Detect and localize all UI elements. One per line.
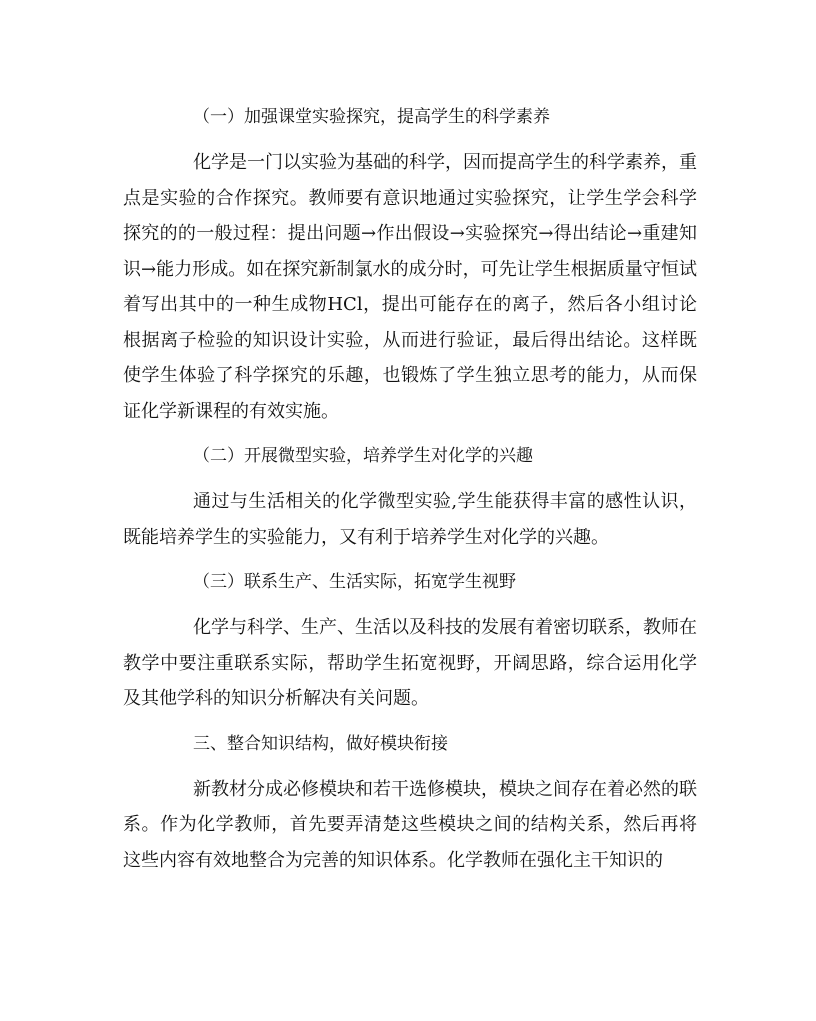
paragraph-2: 通过与生活相关的化学微型实验,学生能获得丰富的感性认识，既能培养学生的实验能力，又有利于培养学生对化学的兴趣。 [123, 491, 697, 548]
paragraph-1: 化学是一门以实验为基础的科学，因而提高学生的科学素养，重点是实验的合作探究。教师要有意识地通过实验探究，让学生学会科学探究的的一般过程：提出问题→作出假设→实验探究→得出结论→重建知识→能力形成。如在探究新制氯水的成分时，可先让学生根据质量守恒试着写出其中的一种生成物HCl，提出可能存在的离子，然后各小组讨论根据离子检验的知识设计实验，从而进行验证，最后得出结论。这样既使学生体验了科学探究的乐趣，也锻炼了学生独立思考的能力，从而保证化学新课程的有效实施。 [123, 152, 697, 422]
section-heading-3: （三）联系生产、生活实际，拓宽学生视野 [193, 572, 516, 592]
section-heading-1: （一）加强课堂实验探究，提高学生的科学素养 [193, 107, 550, 127]
paragraph-4: 新教材分成必修模块和若干选修模块，模块之间存在着必然的联系。作为化学教师，首先要弄清楚这些模块之间的结构关系，然后再将这些内容有效地整合为完善的知识体系。化学教师在强化主干知识的 [123, 778, 697, 871]
section-heading-2: （二）开展微型实验，培养学生对化学的兴趣 [193, 446, 533, 466]
paragraph-3: 化学与科学、生产、生活以及科技的发展有着密切联系，教师在教学中要注重联系实际，帮助学生拓宽视野，开阔思路，综合运用化学及其他学科的知识分析解决有关问题。 [123, 617, 697, 709]
document-body [123, 100, 697, 886]
section-heading-4: 三、整合知识结构，做好模块衔接 [193, 733, 448, 754]
